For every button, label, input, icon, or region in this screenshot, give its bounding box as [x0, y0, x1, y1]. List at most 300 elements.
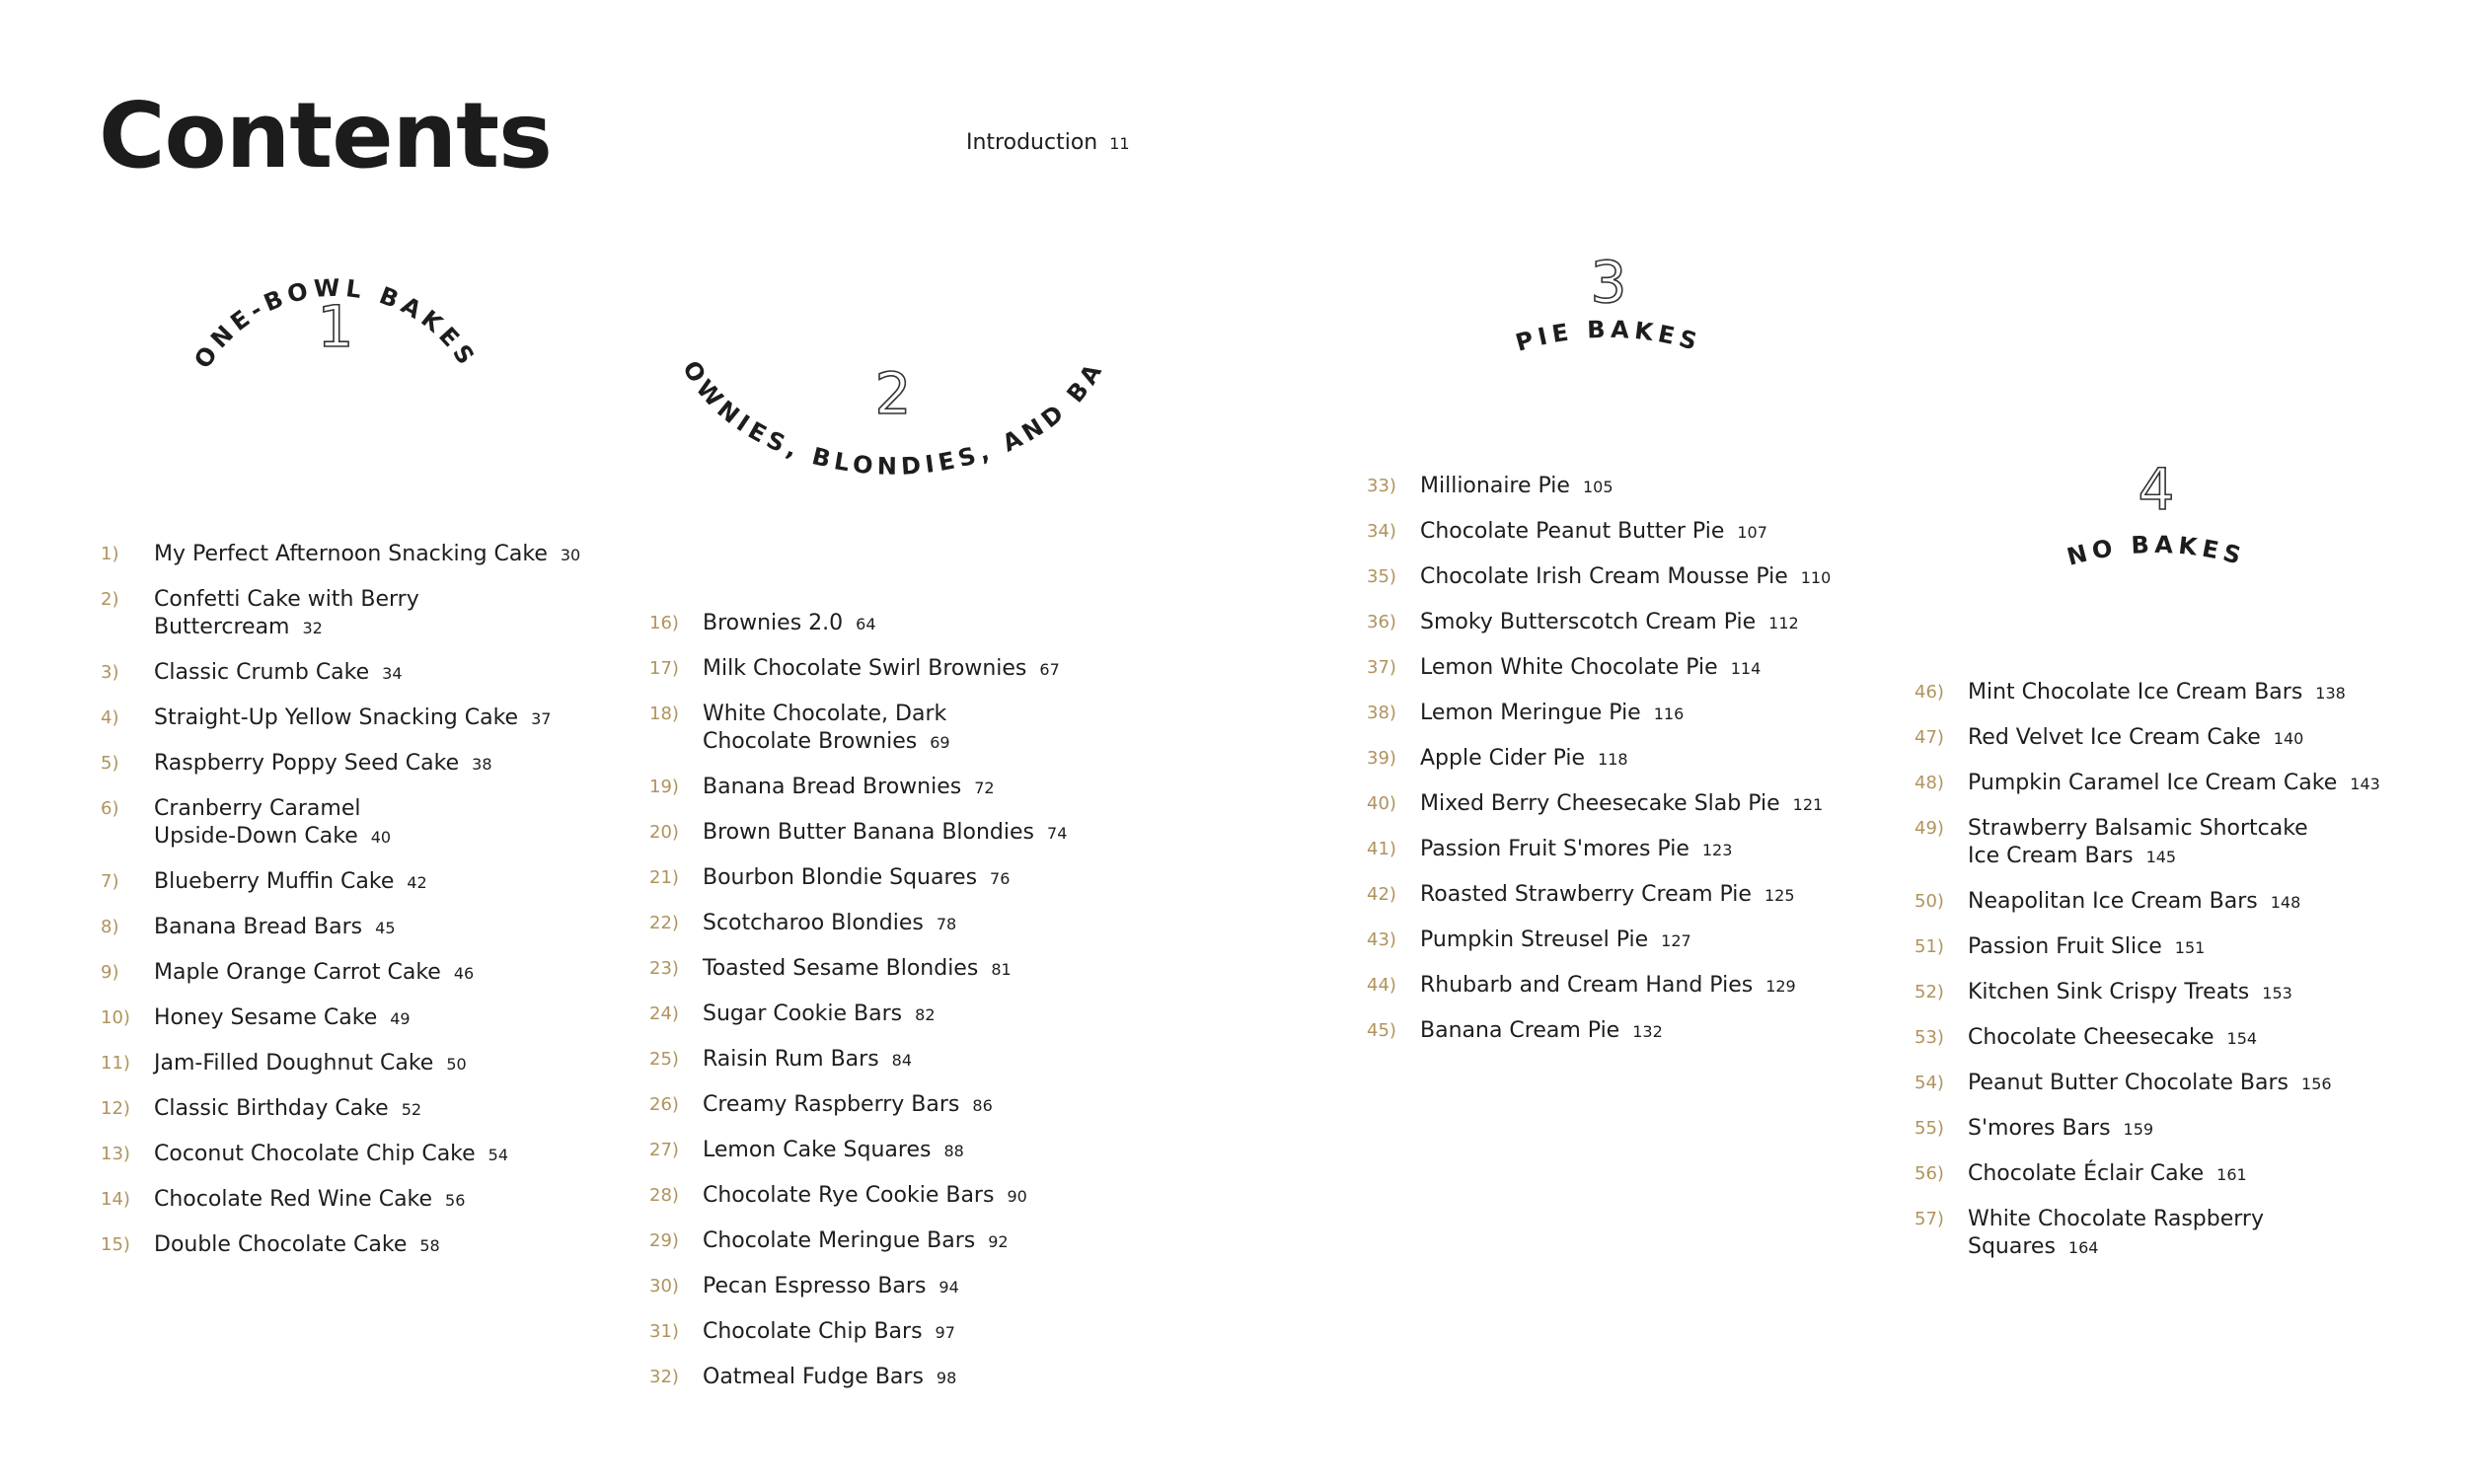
recipe-title — [1968, 770, 2467, 798]
recipe-page-number: 164 — [2067, 1238, 2099, 1257]
recipe-title-text: Chocolate Éclair Cake — [1968, 1161, 2205, 1186]
recipe-entry[interactable] — [1914, 1070, 2467, 1098]
recipe-title-text: Straight-Up Yellow Snacking Cake — [154, 705, 519, 730]
recipe-title — [1968, 1206, 2467, 1262]
recipe-entry[interactable] — [649, 1227, 1163, 1256]
recipe-page-number: 74 — [1047, 824, 1068, 843]
section-3-heading — [1470, 249, 1747, 380]
recipe-entry[interactable] — [649, 819, 1163, 848]
recipe-number: 47) — [1914, 727, 1944, 748]
recipe-page-number: 88 — [943, 1142, 964, 1160]
recipe-number: 49) — [1914, 818, 1944, 839]
recipe-entry[interactable] — [1914, 770, 2467, 798]
recipe-entry[interactable] — [649, 774, 1163, 802]
recipe-page-number: 121 — [1792, 795, 1824, 814]
recipe-entry[interactable] — [101, 541, 594, 569]
recipe-title-text: Confetti Cake with Berry Buttercream — [154, 587, 419, 639]
recipe-page-number: 145 — [2145, 848, 2177, 866]
recipe-number: 44) — [1367, 975, 1396, 996]
section-2-title — [649, 319, 1125, 508]
recipe-title — [703, 655, 1163, 684]
recipe-title-text: Toasted Sesame Blondies — [703, 956, 979, 981]
recipe-number: 17) — [649, 658, 679, 679]
section-1-heading — [168, 273, 503, 474]
recipe-title — [703, 1091, 1163, 1120]
recipe-number: 18) — [649, 704, 679, 724]
recipe-title — [1968, 679, 2467, 707]
recipe-entry[interactable] — [649, 655, 1163, 684]
recipe-page-number: 107 — [1737, 523, 1767, 542]
recipe-number: 31) — [649, 1321, 679, 1342]
recipe-title-text: Lemon White Chocolate Pie — [1420, 655, 1718, 680]
recipe-title-text: Banana Bread Bars — [154, 915, 363, 939]
recipe-title — [1420, 836, 1919, 864]
recipe-entry[interactable] — [649, 1318, 1163, 1347]
recipe-title — [154, 868, 594, 897]
recipe-page-number: 127 — [1661, 931, 1691, 950]
recipe-number: 38) — [1367, 703, 1396, 723]
recipe-title — [703, 774, 1163, 802]
recipe-number: 32) — [649, 1367, 679, 1387]
recipe-page-number: 151 — [2174, 938, 2206, 957]
recipe-title — [154, 586, 594, 642]
recipe-number: 2) — [101, 589, 119, 610]
recipe-title — [703, 1227, 1163, 1256]
recipe-page-number: 72 — [974, 779, 995, 797]
recipe-entry[interactable] — [1914, 1024, 2467, 1053]
recipe-number: 20) — [649, 822, 679, 843]
recipe-entry[interactable] — [1367, 654, 1919, 683]
recipe-entry[interactable] — [1367, 836, 1919, 864]
recipe-entry[interactable] — [1914, 679, 2467, 707]
recipe-entry[interactable] — [1914, 888, 2467, 917]
recipe-number: 57) — [1914, 1209, 1944, 1229]
recipe-title — [703, 864, 1163, 893]
recipe-number: 50) — [1914, 891, 1944, 912]
recipe-number: 27) — [649, 1140, 679, 1160]
recipe-page-number: 153 — [2262, 984, 2292, 1002]
recipe-title — [154, 705, 594, 733]
page-title: Contents — [99, 83, 552, 188]
section-2-recipe-list — [649, 610, 1163, 1409]
recipe-page-number: 37 — [531, 709, 552, 728]
recipe-title — [1968, 815, 2467, 871]
recipe-title — [1968, 724, 2467, 753]
recipe-title — [1420, 927, 1919, 955]
recipe-page-number: 143 — [2350, 775, 2380, 793]
recipe-number: 48) — [1914, 773, 1944, 793]
section-4-title — [2018, 456, 2294, 587]
recipe-number: 37) — [1367, 657, 1396, 678]
svg-text:PIE BAKES: PIE BAKES — [1512, 315, 1705, 357]
recipe-page-number: 94 — [938, 1278, 959, 1297]
recipe-title-text: Passion Fruit Slice — [1968, 934, 2162, 959]
recipe-page-number: 42 — [407, 873, 427, 892]
recipe-title-text: Raspberry Poppy Seed Cake — [154, 751, 460, 776]
recipe-number: 15) — [101, 1234, 130, 1255]
recipe-entry[interactable] — [1367, 881, 1919, 910]
recipe-entry[interactable] — [1367, 609, 1919, 637]
recipe-number: 33) — [1367, 476, 1396, 496]
recipe-page-number: 138 — [2315, 684, 2346, 703]
recipe-number: 3) — [101, 662, 119, 683]
recipe-entry[interactable] — [1367, 790, 1919, 819]
recipe-number: 36) — [1367, 612, 1396, 632]
section-4-heading — [2018, 456, 2294, 587]
recipe-page-number: 82 — [915, 1005, 936, 1024]
recipe-page-number: 116 — [1653, 705, 1685, 723]
recipe-page-number: 156 — [2301, 1075, 2332, 1093]
recipe-number: 40) — [1367, 793, 1396, 814]
recipe-number: 16) — [649, 613, 679, 633]
recipe-entry[interactable] — [1367, 972, 1919, 1001]
recipe-title-text: Double Chocolate Cake — [154, 1232, 408, 1257]
recipe-number: 12) — [101, 1098, 130, 1119]
section-1-title — [168, 273, 503, 474]
recipe-title — [1968, 1160, 2467, 1189]
recipe-page-number: 38 — [472, 755, 492, 774]
section-3-recipe-list — [1367, 473, 1919, 1063]
recipe-title-text: Chocolate Chip Bars — [703, 1319, 923, 1344]
recipe-title-text: Red Velvet Ice Cream Cake — [1968, 725, 2261, 750]
recipe-page-number: 92 — [988, 1232, 1009, 1251]
recipe-entry[interactable] — [101, 1186, 594, 1215]
recipe-entry[interactable] — [649, 1182, 1163, 1211]
recipe-title-text: Neapolitan Ice Cream Bars — [1968, 889, 2258, 914]
recipe-page-number: 52 — [401, 1100, 422, 1119]
recipe-number: 43) — [1367, 929, 1396, 950]
recipe-title-text: Classic Crumb Cake — [154, 660, 370, 685]
recipe-title — [1420, 473, 1919, 501]
recipe-title-text: Smoky Butterscotch Cream Pie — [1420, 610, 1757, 634]
recipe-number: 22) — [649, 913, 679, 933]
recipe-entry[interactable] — [649, 1091, 1163, 1120]
section-3-number: 3 — [1590, 249, 1627, 316]
recipe-title — [154, 1231, 594, 1260]
recipe-title-text: Blueberry Muffin Cake — [154, 869, 395, 894]
recipe-number: 5) — [101, 753, 119, 774]
recipe-number: 55) — [1914, 1118, 1944, 1139]
recipe-title-text: Cranberry Caramel Upside-Down Cake — [154, 796, 361, 849]
recipe-title — [703, 1273, 1163, 1301]
recipe-number: 23) — [649, 958, 679, 979]
recipe-page-number: 123 — [1701, 841, 1733, 859]
recipe-entry[interactable] — [1914, 815, 2467, 871]
recipe-page-number: 125 — [1764, 886, 1795, 905]
recipe-page-number: 32 — [302, 619, 323, 637]
recipe-page-number: 34 — [382, 664, 403, 683]
recipe-page-number: 54 — [488, 1146, 509, 1164]
recipe-title-text: White Chocolate Raspberry Squares — [1968, 1207, 2264, 1259]
recipe-number: 54) — [1914, 1073, 1944, 1093]
recipe-number: 7) — [101, 871, 119, 892]
recipe-number: 14) — [101, 1189, 130, 1210]
recipe-entry[interactable] — [1914, 1115, 2467, 1144]
recipe-page-number: 45 — [375, 919, 396, 937]
recipe-entry[interactable] — [649, 1364, 1163, 1392]
recipe-page-number: 84 — [891, 1051, 913, 1070]
recipe-number: 1) — [101, 544, 119, 564]
recipe-title — [154, 959, 594, 988]
recipe-title — [703, 701, 1163, 757]
recipe-title-text: Chocolate Red Wine Cake — [154, 1187, 433, 1212]
recipe-entry[interactable] — [649, 1046, 1163, 1075]
recipe-entry[interactable] — [101, 1141, 594, 1169]
recipe-page-number: 49 — [390, 1009, 411, 1028]
recipe-title — [1420, 563, 1919, 592]
recipe-entry[interactable] — [101, 586, 594, 642]
recipe-title — [154, 1095, 594, 1124]
recipe-page-number: 40 — [370, 828, 392, 847]
recipe-page-number: 140 — [2273, 729, 2304, 748]
recipe-title — [154, 1004, 594, 1033]
recipe-number: 51) — [1914, 936, 1944, 957]
recipe-page-number: 98 — [936, 1369, 957, 1387]
recipe-entry[interactable] — [1914, 724, 2467, 753]
recipe-title-text: Banana Cream Pie — [1420, 1018, 1620, 1043]
recipe-title-text: Classic Birthday Cake — [154, 1096, 389, 1121]
recipe-entry[interactable] — [1914, 979, 2467, 1007]
recipe-title — [1420, 745, 1919, 774]
recipe-title-text: Jam-Filled Doughnut Cake — [154, 1051, 434, 1076]
recipe-title-text: Mint Chocolate Ice Cream Bars — [1968, 680, 2303, 705]
recipe-entry[interactable] — [649, 864, 1163, 893]
recipe-title — [1420, 881, 1919, 910]
recipe-number: 6) — [101, 798, 119, 819]
recipe-title — [703, 1001, 1163, 1029]
recipe-page-number: 90 — [1007, 1187, 1027, 1206]
recipe-page-number: 69 — [930, 733, 950, 752]
recipe-entry[interactable] — [1367, 745, 1919, 774]
recipe-entry[interactable] — [649, 610, 1163, 638]
recipe-entry[interactable] — [649, 1273, 1163, 1301]
recipe-entry[interactable] — [1367, 1017, 1919, 1046]
recipe-entry[interactable] — [1367, 473, 1919, 501]
svg-text:NO BAKES: NO BAKES — [2064, 530, 2249, 571]
recipe-number: 13) — [101, 1144, 130, 1164]
recipe-entry[interactable] — [1367, 518, 1919, 547]
recipe-title — [1968, 1024, 2467, 1053]
svg-text:BROWNIES, BLONDIES, AND BARS: BROWNIES, BLONDIES, AND BARS — [649, 319, 1110, 481]
recipe-page-number: 78 — [936, 915, 957, 933]
recipe-title — [154, 1186, 594, 1215]
recipe-title — [154, 1050, 594, 1078]
recipe-title-text: White Chocolate, Dark Chocolate Brownies — [703, 702, 947, 754]
recipe-page-number: 105 — [1582, 478, 1614, 496]
recipe-page-number: 46 — [453, 964, 475, 983]
recipe-entry[interactable] — [1367, 927, 1919, 955]
recipe-title — [1420, 1017, 1919, 1046]
recipe-title-text: My Perfect Afternoon Snacking Cake — [154, 542, 548, 566]
recipe-title-text: Scotcharoo Blondies — [703, 911, 924, 935]
recipe-number: 10) — [101, 1007, 130, 1028]
recipe-entry[interactable] — [1367, 563, 1919, 592]
recipe-number: 45) — [1367, 1020, 1396, 1041]
recipe-title — [1420, 972, 1919, 1001]
recipe-page-number: 129 — [1765, 977, 1796, 996]
recipe-title-text: Pecan Espresso Bars — [703, 1274, 927, 1298]
recipe-entry[interactable] — [101, 1231, 594, 1260]
section-4-number: 4 — [2138, 456, 2175, 523]
recipe-title-text: Passion Fruit S'mores Pie — [1420, 837, 1689, 861]
section-4-recipe-list — [1914, 679, 2467, 1279]
recipe-title — [703, 910, 1163, 938]
recipe-title — [1420, 700, 1919, 728]
section-2-heading — [649, 319, 1125, 508]
recipe-number: 46) — [1914, 682, 1944, 703]
recipe-page-number: 154 — [2226, 1029, 2258, 1048]
recipe-number: 29) — [649, 1230, 679, 1251]
recipe-title — [703, 1182, 1163, 1211]
recipe-title — [154, 795, 594, 852]
recipe-title-text: Brownies 2.0 — [703, 611, 844, 635]
recipe-title — [154, 750, 594, 779]
recipe-number: 21) — [649, 867, 679, 888]
recipe-title-text: Chocolate Peanut Butter Pie — [1420, 519, 1725, 544]
recipe-entry[interactable] — [649, 1001, 1163, 1029]
recipe-entry[interactable] — [101, 1050, 594, 1078]
recipe-title-text: Lemon Meringue Pie — [1420, 701, 1641, 725]
recipe-title — [703, 1364, 1163, 1392]
intro-page-number: 11 — [1109, 134, 1130, 153]
recipe-title-text: Chocolate Irish Cream Mousse Pie — [1420, 564, 1788, 589]
recipe-number: 28) — [649, 1185, 679, 1206]
recipe-page-number: 161 — [2216, 1165, 2247, 1184]
recipe-page-number: 76 — [990, 869, 1011, 888]
recipe-title — [1968, 933, 2467, 962]
recipe-page-number: 30 — [560, 546, 581, 564]
recipe-title-text: Pumpkin Caramel Ice Cream Cake — [1968, 771, 2338, 795]
recipe-page-number: 97 — [935, 1323, 955, 1342]
section-1-number: 1 — [317, 293, 354, 360]
recipe-title-text: Millionaire Pie — [1420, 474, 1570, 498]
recipe-title-text: Rhubarb and Cream Hand Pies — [1420, 973, 1754, 998]
recipe-title-text: Roasted Strawberry Cream Pie — [1420, 882, 1752, 907]
recipe-page-number: 148 — [2270, 893, 2301, 912]
recipe-entry[interactable] — [1914, 1206, 2467, 1262]
recipe-number: 9) — [101, 962, 119, 983]
recipe-title — [154, 659, 594, 688]
recipe-entry[interactable] — [101, 914, 594, 942]
recipe-title-text: Mixed Berry Cheesecake Slab Pie — [1420, 791, 1780, 816]
recipe-title-text: Sugar Cookie Bars — [703, 1002, 903, 1026]
recipe-entry[interactable] — [101, 750, 594, 779]
recipe-title — [154, 914, 594, 942]
recipe-number: 25) — [649, 1049, 679, 1070]
recipe-entry[interactable] — [101, 795, 594, 852]
recipe-entry[interactable] — [101, 868, 594, 897]
recipe-number: 26) — [649, 1094, 679, 1115]
recipe-entry[interactable] — [101, 1095, 594, 1124]
recipe-title-text: Chocolate Meringue Bars — [703, 1228, 976, 1253]
recipe-title — [1420, 518, 1919, 547]
recipe-title-text: Chocolate Cheesecake — [1968, 1025, 2214, 1050]
recipe-page-number: 110 — [1800, 568, 1832, 587]
recipe-title — [703, 1318, 1163, 1347]
recipe-title — [703, 819, 1163, 848]
recipe-title — [1968, 1115, 2467, 1144]
recipe-entry[interactable] — [1914, 1160, 2467, 1189]
recipe-title — [1420, 790, 1919, 819]
recipe-number: 11) — [101, 1053, 130, 1074]
recipe-title — [154, 541, 594, 569]
recipe-title — [1420, 609, 1919, 637]
recipe-entry[interactable] — [649, 701, 1163, 757]
section-2-number: 2 — [874, 360, 912, 427]
recipe-title-text: Peanut Butter Chocolate Bars — [1968, 1071, 2289, 1095]
svg-text:ONE-BOWL BAKES: ONE-BOWL BAKES — [188, 273, 483, 374]
recipe-title-text: Lemon Cake Squares — [703, 1138, 932, 1162]
toc-entry-introduction[interactable] — [966, 130, 1130, 157]
recipe-title — [1968, 888, 2467, 917]
recipe-title-text: Milk Chocolate Swirl Brownies — [703, 656, 1027, 681]
recipe-page-number: 50 — [446, 1055, 467, 1074]
recipe-title-text: Chocolate Rye Cookie Bars — [703, 1183, 995, 1208]
recipe-page-number: 58 — [419, 1236, 440, 1255]
recipe-page-number: 56 — [445, 1191, 466, 1210]
recipe-title — [703, 1046, 1163, 1075]
recipe-number: 34) — [1367, 521, 1396, 542]
recipe-entry[interactable] — [101, 959, 594, 988]
recipe-title — [703, 955, 1163, 984]
recipe-title-text: Maple Orange Carrot Cake — [154, 960, 441, 985]
recipe-page-number: 86 — [972, 1096, 993, 1115]
recipe-entry[interactable] — [101, 659, 594, 688]
recipe-page-number: 81 — [991, 960, 1012, 979]
recipe-number: 8) — [101, 917, 119, 937]
recipe-number: 39) — [1367, 748, 1396, 769]
recipe-title — [1420, 654, 1919, 683]
recipe-title-text: Oatmeal Fudge Bars — [703, 1365, 924, 1389]
section-3-title — [1470, 249, 1747, 380]
recipe-title-text: S'mores Bars — [1968, 1116, 2111, 1141]
recipe-title-text: Kitchen Sink Crispy Treats — [1968, 980, 2250, 1004]
recipe-title — [703, 610, 1163, 638]
recipe-title-text: Pumpkin Streusel Pie — [1420, 928, 1649, 952]
recipe-number: 19) — [649, 777, 679, 797]
recipe-number: 42) — [1367, 884, 1396, 905]
recipe-page-number: 132 — [1632, 1022, 1663, 1041]
recipe-page-number: 159 — [2123, 1120, 2154, 1139]
recipe-entry[interactable] — [649, 1137, 1163, 1165]
recipe-title — [154, 1141, 594, 1169]
recipe-entry[interactable] — [101, 1004, 594, 1033]
recipe-entry[interactable] — [1367, 700, 1919, 728]
recipe-title-text: Bourbon Blondie Squares — [703, 865, 978, 890]
recipe-title-text: Coconut Chocolate Chip Cake — [154, 1142, 476, 1166]
recipe-number: 56) — [1914, 1163, 1944, 1184]
recipe-entry[interactable] — [1914, 933, 2467, 962]
recipe-number: 4) — [101, 707, 119, 728]
recipe-page-number: 67 — [1039, 660, 1060, 679]
recipe-page-number: 114 — [1730, 659, 1762, 678]
recipe-page-number: 118 — [1598, 750, 1628, 769]
recipe-number: 30) — [649, 1276, 679, 1297]
recipe-title-text: Honey Sesame Cake — [154, 1005, 378, 1030]
recipe-page-number: 64 — [856, 615, 876, 633]
recipe-entry[interactable] — [649, 955, 1163, 984]
recipe-title — [1968, 1070, 2467, 1098]
recipe-title-text: Banana Bread Brownies — [703, 775, 962, 799]
recipe-number: 53) — [1914, 1027, 1944, 1048]
recipe-title-text: Brown Butter Banana Blondies — [703, 820, 1035, 845]
section-1-recipe-list — [101, 541, 594, 1277]
recipe-entry[interactable] — [649, 910, 1163, 938]
recipe-title-text: Raisin Rum Bars — [703, 1047, 879, 1072]
recipe-title-text: Apple Cider Pie — [1420, 746, 1586, 771]
recipe-entry[interactable] — [101, 705, 594, 733]
recipe-page-number: 112 — [1768, 614, 1799, 632]
